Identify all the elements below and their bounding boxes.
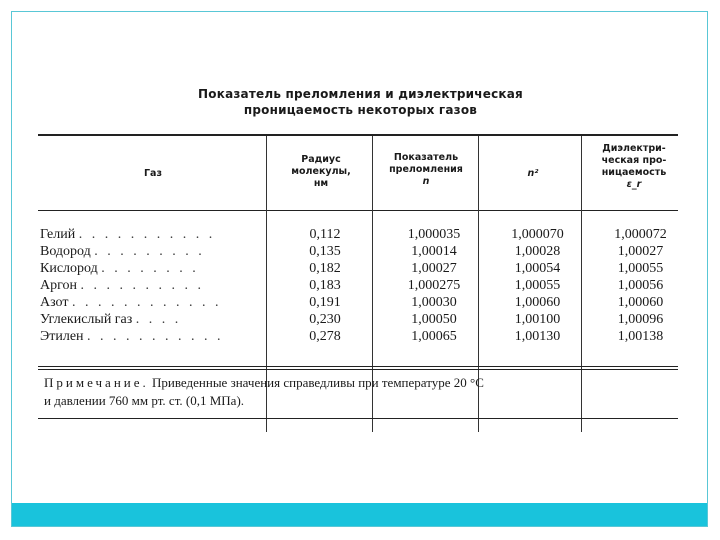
- top-rule: [38, 134, 678, 136]
- header-refraction-line: преломления: [389, 164, 463, 175]
- table-row: [38, 294, 683, 311]
- gas-name-cell: [40, 243, 260, 260]
- n-squared-cell: 1,00130: [514, 329, 561, 344]
- title-line-1: Показатель преломления и диэлектрическая: [198, 87, 523, 101]
- header-radius-line: нм: [313, 178, 329, 189]
- leader-dots: . . . . . . . . . . . .: [72, 295, 222, 310]
- refraction-cell: 1,00030: [411, 295, 457, 310]
- title-line-2: проницаемость некоторых газов: [243, 103, 478, 117]
- header-permittivity-line: Диэлектри-: [602, 143, 666, 154]
- n-squared-cell: 1,00054: [514, 261, 561, 276]
- gas-name-cell: [40, 277, 260, 294]
- refraction-cell: 1,00027: [411, 261, 457, 276]
- n-squared-cell: 1,00100: [514, 312, 561, 327]
- gas-name: Углекислый газ: [40, 312, 133, 327]
- table-body: [38, 226, 683, 345]
- slide-footer-bar: [12, 503, 707, 526]
- table-document: [38, 86, 683, 426]
- gas-name-cell: [40, 294, 260, 311]
- refraction-cell: 1,00050: [411, 312, 457, 327]
- header-n-squared: n²: [527, 168, 539, 179]
- header-refraction-symbol: n: [422, 176, 430, 187]
- table-row: [38, 243, 683, 260]
- note-line-1: [44, 374, 684, 392]
- leader-dots: . . . . . . . . .: [94, 244, 205, 259]
- table-note: [44, 374, 684, 410]
- header-permittivity-symbol: ε_r: [626, 179, 642, 190]
- header-refraction-line: Показатель: [393, 152, 459, 163]
- header-gas: Газ: [144, 168, 162, 179]
- gas-name-cell: [40, 311, 260, 328]
- gas-name: Азот: [40, 295, 69, 310]
- gas-name: Аргон: [40, 278, 77, 293]
- table-row: [38, 226, 683, 243]
- table-row: [38, 277, 683, 294]
- leader-dots: . . . . . . . . . . .: [78, 227, 216, 242]
- permittivity-cell: 1,00096: [617, 312, 664, 327]
- permittivity-cell: 1,00138: [617, 329, 664, 344]
- note-text-1: Приведенные значения справедливы при температуре 20 °С: [152, 375, 484, 390]
- header-permittivity-line: ницаемость: [601, 167, 667, 178]
- table-row: [38, 311, 683, 328]
- gas-name: Кислород: [40, 261, 98, 276]
- radius-cell: 0,183: [309, 278, 341, 293]
- n-squared-cell: 1,000070: [511, 227, 564, 242]
- header-radius: [276, 154, 366, 190]
- note-bottom-rule: [38, 418, 678, 419]
- radius-cell: 0,230: [309, 312, 341, 327]
- gas-name-cell: [40, 226, 260, 243]
- refraction-cell: 1,00014: [411, 244, 457, 259]
- n-squared-cell: 1,00060: [514, 295, 561, 310]
- radius-cell: 0,135: [309, 244, 341, 259]
- radius-cell: 0,191: [309, 295, 341, 310]
- header-radius-line: Радиус: [301, 154, 341, 165]
- table-row: [38, 328, 683, 345]
- n-squared-cell: 1,00028: [514, 244, 561, 259]
- header-bottom-rule: [38, 210, 678, 211]
- radius-cell: 0,278: [309, 329, 341, 344]
- leader-dots: . . . .: [135, 312, 182, 327]
- body-bottom-rule-double: [38, 369, 678, 370]
- note-text-2: и давлении 760 мм рт. ст. (0,1 МПа).: [44, 393, 245, 408]
- permittivity-cell: 1,00055: [617, 261, 664, 276]
- n-squared-cell: 1,00055: [514, 278, 561, 293]
- header-refraction: [376, 152, 476, 188]
- table-title: [38, 86, 683, 118]
- gas-name: Этилен: [40, 329, 84, 344]
- refraction-cell: 1,000275: [407, 278, 461, 293]
- leader-dots: . . . . . . . . . . .: [87, 329, 224, 344]
- radius-cell: 0,112: [309, 227, 341, 242]
- header-permittivity: [586, 143, 682, 191]
- permittivity-cell: 1,00056: [617, 278, 664, 293]
- permittivity-cell: 1,000072: [614, 227, 667, 242]
- table-row: [38, 260, 683, 277]
- gas-name-cell: [40, 328, 260, 345]
- leader-dots: . . . . . . . . . .: [80, 278, 204, 293]
- note-label: Примечание.: [44, 375, 149, 390]
- permittivity-cell: 1,00027: [617, 244, 664, 259]
- gas-name: Гелий: [40, 227, 76, 242]
- gas-name: Водород: [40, 244, 91, 259]
- header-permittivity-line: ческая про-: [601, 155, 667, 166]
- radius-cell: 0,182: [309, 261, 341, 276]
- refraction-cell: 1,000035: [407, 227, 461, 242]
- header-radius-line: молекулы,: [291, 166, 351, 177]
- permittivity-cell: 1,00060: [617, 295, 664, 310]
- body-bottom-rule: [38, 366, 678, 367]
- leader-dots: . . . . . . . .: [101, 261, 199, 276]
- refraction-cell: 1,00065: [411, 329, 457, 344]
- gas-name-cell: [40, 260, 260, 277]
